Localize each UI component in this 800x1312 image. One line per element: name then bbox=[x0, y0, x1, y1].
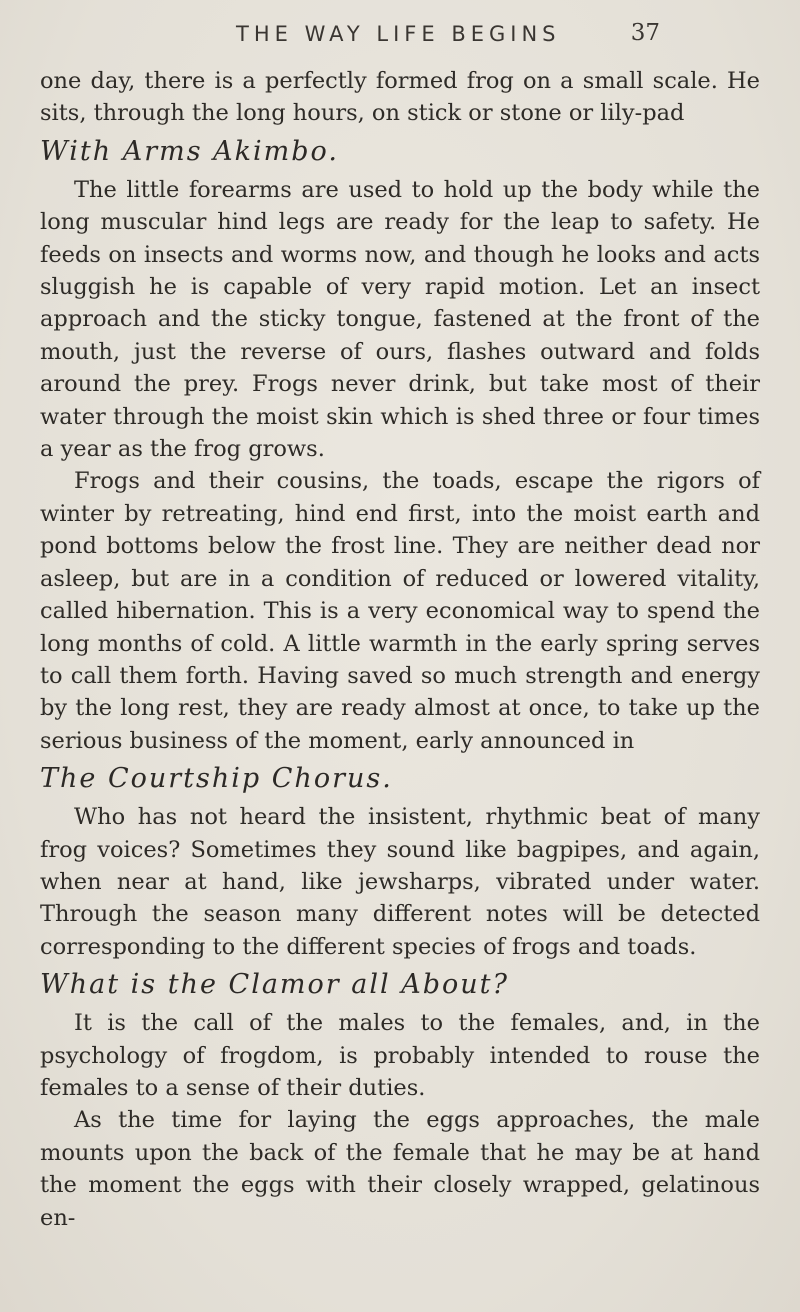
paragraph-continued: one day, there is a perfectly formed frog on a small scale. He sits, through the long hours, on stick or stone or lily-pad bbox=[40, 68, 760, 127]
body-text bbox=[40, 65, 760, 1234]
paragraph-call-of-males: It is the call of the males to the females, and, in the psychology of frogdom, is probably intended to rouse the females to a sense of their duties. bbox=[40, 1010, 760, 1101]
paragraph-hibernation: Frogs and their cousins, the toads, escape the rigors of winter by retreating, hind end first, into the moist earth and pond bottoms below the frost line. They are neither dead nor asleep, but are in a condition of reduced or lowered vitality, called hibernation. This is a very economical way to spend the long months of cold. A little warmth in the early spring serves to call them forth. Having saved so much strength and energy by the long rest, they are ready almost at once, to take up the serious business of the moment, early announced in bbox=[40, 468, 760, 754]
section-heading-clamor: What is the Clamor all About? bbox=[40, 969, 509, 1001]
paragraph-frog-voices: Who has not heard the insistent, rhythmic beat of many frog voices? Sometimes they sound like bagpipes, and again, when near at hand, like jewsharps, vibrated under water. Through the season many different notes will be detected corresponding to the different species of frogs and toads. bbox=[40, 804, 760, 960]
section-heading-courtship-chorus: The Courtship Chorus. bbox=[40, 763, 393, 795]
paragraph-forearms: The little forearms are used to hold up the body while the long muscular hind legs are ready for the leap to safety. He feeds on insects and worms now, and though he looks and acts sluggish he is capable of very rapid motion. Let an insect approach and the sticky tongue, fastened at the front of the mouth, just the reverse of ours, flashes outward and folds around the prey. Frogs never drink, but take most of their water through the moist skin which is shed three or four times a year as the frog grows. bbox=[40, 176, 760, 463]
running-title: THE WAY LIFE BEGINS bbox=[236, 22, 561, 46]
paragraph-eggs: As the time for laying the eggs approaches, the male mounts upon the back of the female that he may be at hand the moment the eggs with their closely wrapped, gelatinous en- bbox=[40, 1107, 760, 1231]
page-number: 37 bbox=[630, 20, 660, 46]
section-heading-arms-akimbo: With Arms Akimbo. bbox=[40, 135, 339, 167]
